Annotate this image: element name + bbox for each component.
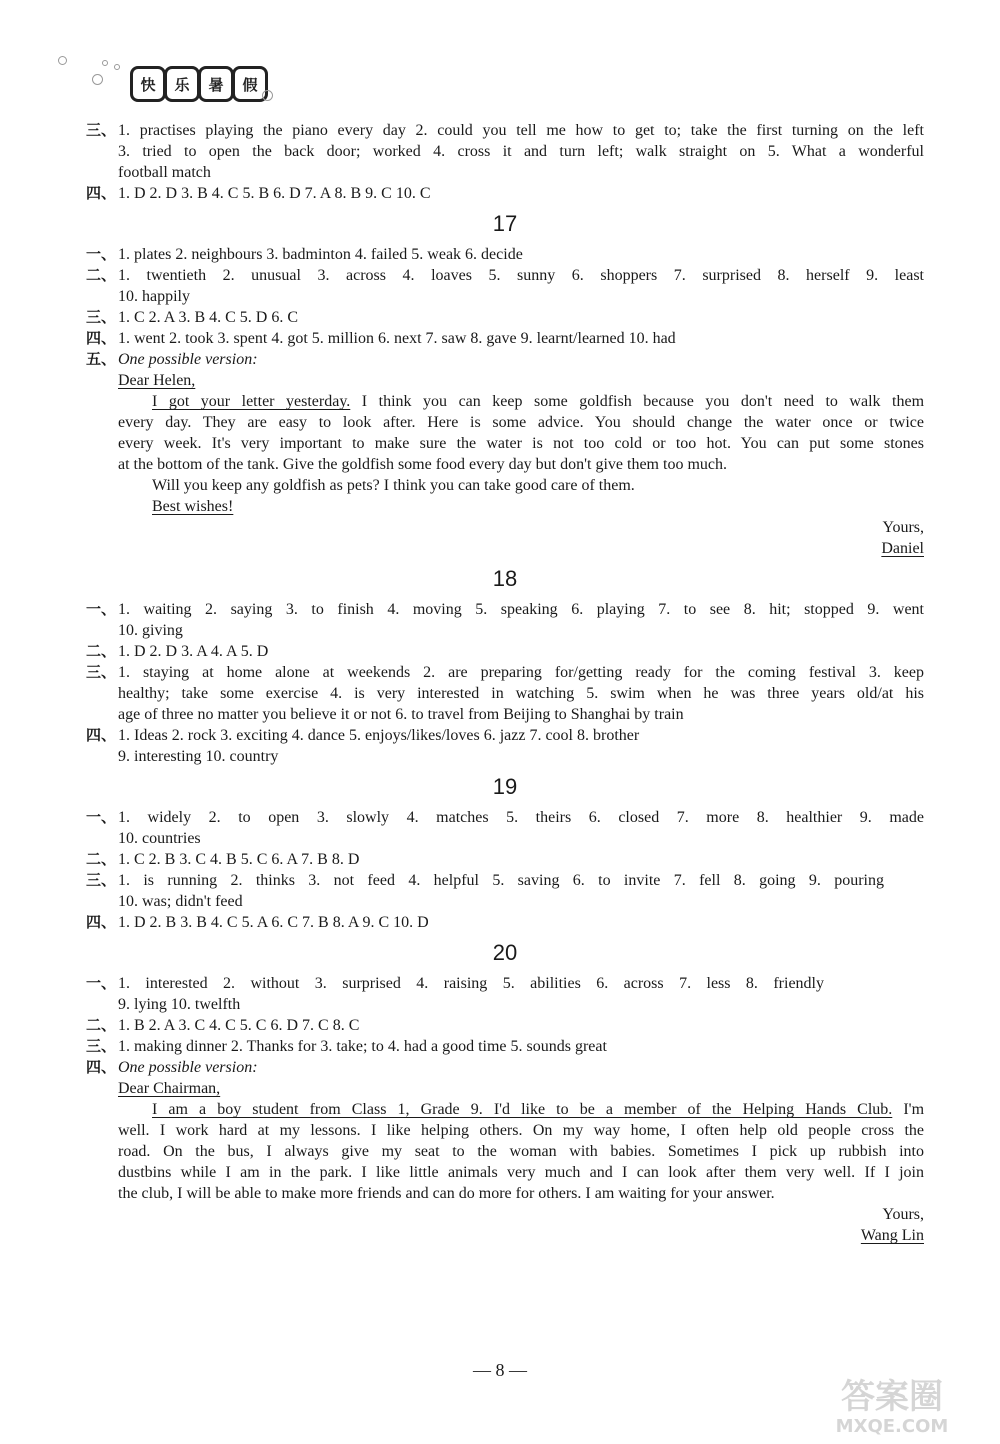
answer-text: 1. waiting 2. saying 3. to finish 4. moving 5. speaking 6. playing 7. to see 8. hit; stopped 9. went [118,601,924,618]
answer-text: 1. practises playing the piano every day 2. could you tell me how to get to; take the first turning on the left [118,122,924,139]
section-label: 三、 [86,663,117,681]
answer-text: 3. tried to open the back door; worked 4. cross it and turn left; walk straight on 5. What a wonderful [118,143,924,160]
logo-char-4: 假 [232,66,268,102]
answer-line [86,1015,924,1036]
answer-text: 1. is running 2. thinks 3. not feed 4. helpful 5. saving 6. to invite 7. fell 8. going 9. pouring [118,872,884,889]
underlined-sentence: I am a boy student from Class 1, Grade 9. I'd like to be a member of the Helping Hands Club. [152,1101,893,1118]
letter-yours: Yours, [882,519,924,536]
answer-line [86,870,924,891]
watermark-chars: 答案圈 [841,1377,943,1417]
answer-text: 1. D 2. B 3. B 4. C 5. A 6. C 7. B 8. A 9. C 10. D [118,914,429,931]
answer-line [86,683,924,704]
section-number: 17 [492,211,518,236]
logo-char-1: 快 [130,66,166,102]
answer-text: 1. B 2. A 3. C 4. C 5. C 6. D 7. C 8. C [118,1017,360,1034]
answer-line [86,265,924,286]
answer-text: 9. interesting 10. country [118,748,279,765]
answer-text: football match [118,164,211,181]
answer-line [86,641,924,662]
section-number: 19 [492,774,518,799]
answer-line [86,162,924,183]
section-label: 三、 [86,308,117,326]
section-label: 一、 [86,600,117,618]
underlined-sentence: I got your letter yesterday. [152,393,351,410]
letter-line: road. On the bus, I always give my seat to the woman with babies. Sometimes I pick up rubbish into [118,1143,924,1160]
answer-text: 9. lying 10. twelfth [118,996,241,1013]
answer-text: 1. staying at home alone at weekends 2. are preparing for/getting ready for the coming festival 3. keep [118,664,924,681]
answer-line [86,286,924,307]
answer-line [86,1057,924,1078]
section-label: 四、 [86,329,117,347]
letter-yours: Yours, [882,1206,924,1223]
answer-line [86,183,924,204]
answer-line [86,307,924,328]
section-label: 二、 [86,1016,117,1034]
version-note: One possible version: [118,351,258,368]
section-label: 三、 [86,121,117,139]
section-number: 18 [492,566,518,591]
letter-line: the club, I will be able to make more friends and can do more for others. I am waiting for your answer. [118,1185,775,1202]
answer-text: 10. countries [118,830,201,847]
letter-signer: Wang Lin [860,1227,924,1244]
bubble-decoration [58,56,67,65]
section-label: 三、 [86,871,117,889]
header-logo [58,52,298,104]
section-label: 四、 [86,726,117,744]
section-label: 四、 [86,184,117,202]
answer-line [86,120,924,141]
letter-signer: Daniel [881,540,924,557]
answer-text: 1. went 2. took 3. spent 4. got 5. million 6. next 7. saw 8. gave 9. learnt/learned 10. had [118,330,676,347]
bubble-decoration [262,90,273,101]
answer-line [86,828,924,849]
section-label: 二、 [86,266,117,284]
answer-text: 10. giving [118,622,183,639]
letter-greeting: Dear Helen, [118,372,196,389]
section-label: 五、 [86,350,117,368]
answer-line [86,746,924,767]
watermark-url: MXQE.COM [835,1416,949,1437]
answer-text: 10. happily [118,288,190,305]
answer-content [86,120,924,1246]
letter-line: I got your letter yesterday. I think you can keep some goldfish because you don't need to walk them [152,393,925,410]
answer-line [86,599,924,620]
logo-char-3: 暑 [198,66,234,102]
section-label: 四、 [86,1058,117,1076]
answer-text: age of three no matter you believe it or not 6. to travel from Beijing to Shanghai by train [118,706,684,723]
answer-line [86,662,924,683]
answer-line [86,620,924,641]
section-label: 二、 [86,642,117,660]
letter-closing: Best wishes! [152,498,234,515]
answer-text: 1. Ideas 2. rock 3. exciting 4. dance 5. enjoys/likes/loves 6. jazz 7. cool 8. brother [118,727,640,744]
letter-line: well. I work hard at my lessons. I like helping others. On my way home, I often help old people cross the [118,1122,924,1139]
letter-line: every day. They are easy to look after. Here is some advice. You should change the water once or twice [118,414,924,431]
answer-line [86,349,924,370]
answer-line [86,704,924,725]
answer-text: 1. plates 2. neighbours 3. badminton 4. failed 5. weak 6. decide [118,246,523,263]
section-label: 二、 [86,850,117,868]
section-number: 20 [492,940,518,965]
page-number: — 8 — [473,1360,527,1380]
answer-line [86,725,924,746]
answer-text: 1. D 2. D 3. A 4. A 5. D [118,643,269,660]
answer-line [86,141,924,162]
logo-char-2: 乐 [164,66,200,102]
section-label: 三、 [86,1037,117,1055]
letter-line: every week. It's very important to make sure the water is not too cold or too hot. You can put some stones [118,435,924,452]
letter-line: at the bottom of the tank. Give the goldfish some food every day but don't give them too much. [118,456,727,473]
answer-text: 10. was; didn't feed [118,893,243,910]
version-note: One possible version: [118,1059,258,1076]
letter-line: I am a boy student from Class 1, Grade 9. I'd like to be a member of the Helping Hands Club. I'm [152,1101,925,1118]
answer-text: 1. twentieth 2. unusual 3. across 4. loaves 5. sunny 6. shoppers 7. surprised 8. herself 9. least [118,267,924,284]
bubble-decoration [92,74,103,85]
section-label: 一、 [86,808,117,826]
answer-line [86,912,924,933]
section-label: 一、 [86,974,117,992]
watermark-logo [812,1370,972,1438]
answer-line [86,994,924,1015]
answer-line [86,244,924,265]
answer-text: healthy; take some exercise 4. is very interested in watching 5. swim when he was three years old/at his [118,685,924,702]
letter-line: dustbins while I am in the park. I like little animals very much and I can look after them very well. If I join [118,1164,924,1181]
bubble-decoration [114,64,120,70]
answer-text: 1. interested 2. without 3. surprised 4. raising 5. abilities 6. across 7. less 8. friendly [118,975,824,992]
answer-line [86,807,924,828]
section-label: 四、 [86,913,117,931]
answer-text: 1. widely 2. to open 3. slowly 4. matches 5. theirs 6. closed 7. more 8. healthier 9. made [118,809,924,826]
answer-text: 1. C 2. A 3. B 4. C 5. D 6. C [118,309,299,326]
answer-line [86,849,924,870]
answer-line [86,1036,924,1057]
section-label: 一、 [86,245,117,263]
answer-line [86,328,924,349]
letter-greeting: Dear Chairman, [118,1080,221,1097]
answer-line [86,891,924,912]
bubble-decoration [102,60,108,66]
answer-line [86,973,924,994]
answer-text: 1. D 2. D 3. B 4. C 5. B 6. D 7. A 8. B 9. C 10. C [118,185,431,202]
answer-text: 1. making dinner 2. Thanks for 3. take; to 4. had a good time 5. sounds great [118,1038,607,1055]
answer-text: 1. C 2. B 3. C 4. B 5. C 6. A 7. B 8. D [118,851,360,868]
letter-line: Will you keep any goldfish as pets? I think you can take good care of them. [152,477,635,494]
